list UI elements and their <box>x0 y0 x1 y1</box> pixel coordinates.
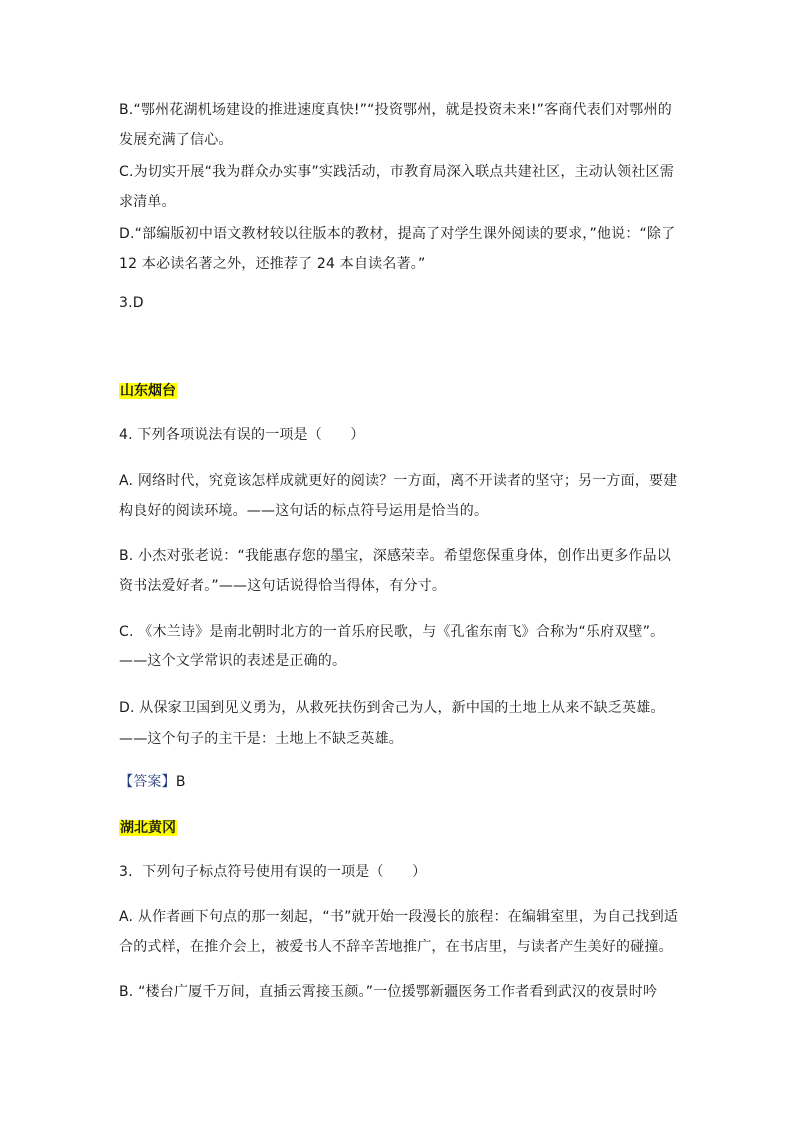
option-b-shandong: B. 小杰对张老说：“我能惠存您的墨宝，深感荣幸。希望您保重身体，创作出更多作品以资书法爱好者。”——这句话说得恰当得体，有分寸。 <box>119 548 671 594</box>
option-c-shandong-line1: C. 《木兰诗》是南北朝时北方的一首乐府民歌，与《孔雀东南飞》合称为“乐府双壁”。 <box>119 624 665 640</box>
option-b-hubei: B. “楼台广厦千万间，直插云霄接玉颜。”一位援鄂新疆医务工作者看到武汉的夜景时吟 <box>119 984 658 1000</box>
region-label: 湖北黄冈 <box>120 820 176 836</box>
option-d-shandong-line1: D. 从保家卫国到见义勇为，从救死扶伤到舍己为人，新中国的土地上从来不缺乏英雄。 <box>119 700 665 716</box>
option-c-shandong-line2: ——这个文学常识的表述是正确的。 <box>119 653 347 669</box>
option-d-ezhou: D.“部编版初中语文教材较以往版本的教材，提高了对学生课外阅读的要求，”他说：“除了 12 本必读名著之外，还推荐了 24 本自读名著。” <box>119 226 676 272</box>
question-4: 4. 下列各项说法有误的一项是（ ） <box>119 427 365 443</box>
option-a-shandong: A. 网络时代，究竟该怎样成就更好的阅读？一方面，离不开读者的坚守；另一方面，要建构良好的阅读环境。——这句话的标点符号运用是恰当的。 <box>119 473 678 519</box>
option-c-ezhou: C.为切实开展“我为群众办实事”实践活动，市教育局深入联点共建社区，主动认领社区需求清单。 <box>119 164 674 210</box>
region-label: 山东烟台 <box>120 383 176 399</box>
answer-tag: 【答案】 <box>119 774 176 790</box>
answer-line-shandong <box>119 767 679 797</box>
region-heading-shandong <box>119 381 177 401</box>
option-a-hubei: A. 从作者画下句点的那一刻起，“书”就开始一段漫长的旅程：在编辑室里，为自己找到适合的式样，在推介会上，被爱书人不辞辛苦地推广，在书店里，与读者产生美好的碰撞。 <box>119 909 679 955</box>
region-heading-hubei <box>119 818 177 838</box>
answer-3: 3.D <box>119 295 144 311</box>
option-d-shandong-line2: ——这个句子的主干是：土地上不缺乏英雄。 <box>119 731 403 747</box>
answer-value: B <box>175 774 186 790</box>
option-b-ezhou: B.“鄂州花湖机场建设的推进速度真快!”“投资鄂州，就是投资未来!”客商代表们对鄂州的发展充满了信心。 <box>119 102 672 148</box>
question-3-hubei: 3．下列句子标点符号使用有误的一项是（ ） <box>119 864 427 880</box>
